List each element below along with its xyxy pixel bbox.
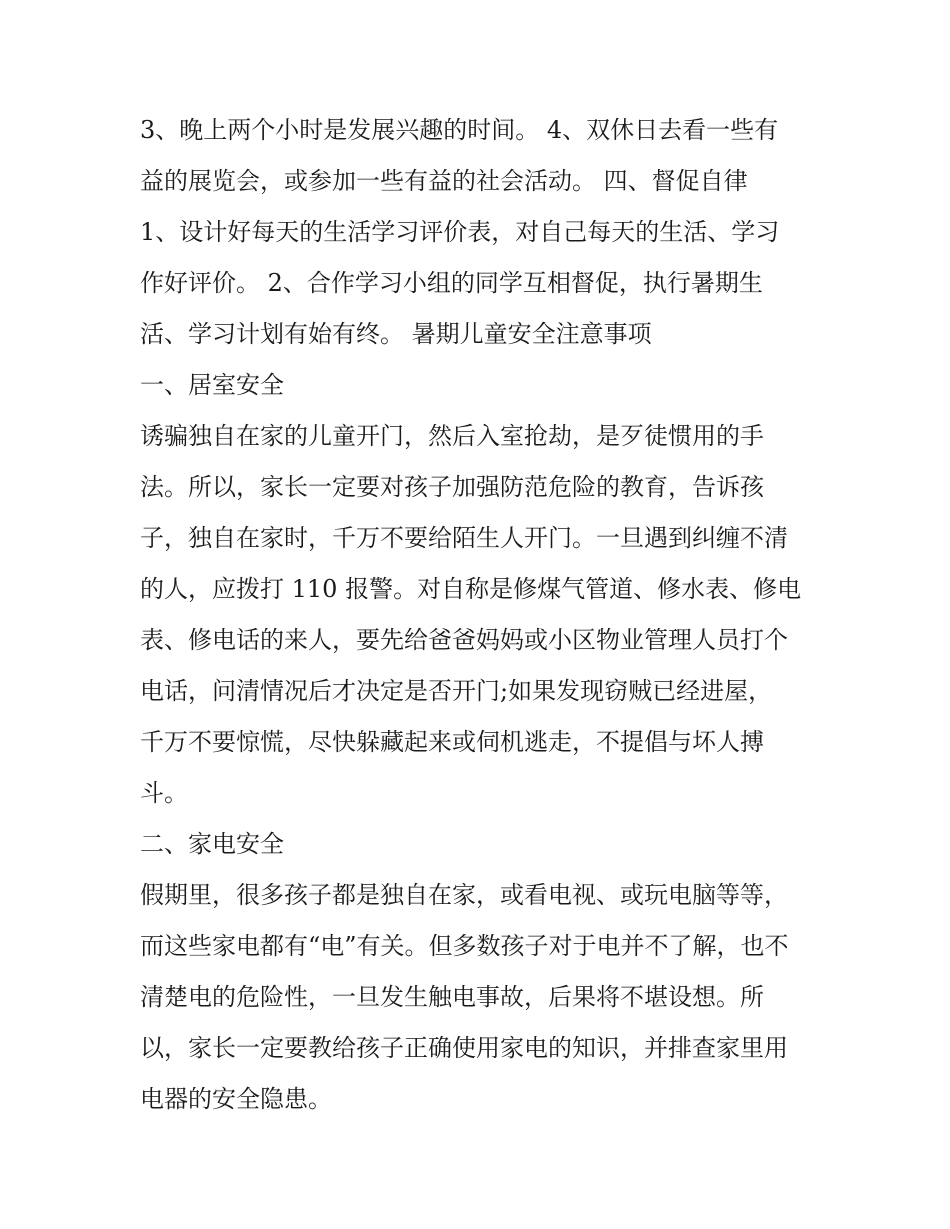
text-line-17: 而这些家电都有“电”有关。但多数孩子对于电并不了解，也不 bbox=[140, 932, 789, 960]
text-line-5: 活、学习计划有始有终。 暑期儿童安全注意事项 bbox=[140, 320, 652, 348]
text-line-14: 斗。 bbox=[140, 779, 188, 807]
section-heading-home-safety: 一、居室安全 bbox=[140, 371, 284, 399]
text-line-4: 作好评价。 2、合作学习小组的同学互相督促，执行暑期生 bbox=[140, 269, 763, 297]
text-line-12: 电话，问清情况后才决定是否开门;如果发现窃贼已经进屋， bbox=[140, 677, 773, 705]
document-body bbox=[140, 105, 840, 1125]
text-line-1: 3、晚上两个小时是发展兴趣的时间。 4、双休日去看一些有 bbox=[140, 116, 779, 144]
text-line-10: 的人，应拨打 110 报警。对自称是修煤气管道、修水表、修电 bbox=[140, 575, 802, 603]
text-line-7: 诱骗独自在家的儿童开门，然后入室抢劫，是歹徒惯用的手 bbox=[140, 422, 764, 450]
text-line-8: 法。所以，家长一定要对孩子加强防范危险的教育，告诉孩 bbox=[140, 473, 764, 501]
text-line-20: 电器的安全隐患。 bbox=[140, 1085, 332, 1113]
text-line-3: 1、设计好每天的生活学习评价表，对自己每天的生活、学习 bbox=[140, 218, 780, 246]
text-line-13: 千万不要惊慌，尽快躲藏起来或伺机逃走，不提倡与坏人搏 bbox=[140, 728, 764, 756]
text-line-19: 以，家长一定要教给孩子正确使用家电的知识，并排查家里用 bbox=[140, 1034, 788, 1062]
text-line-16: 假期里，很多孩子都是独自在家，或看电视、或玩电脑等等， bbox=[140, 881, 788, 909]
text-line-18: 清楚电的危险性，一旦发生触电事故，后果将不堪设想。所 bbox=[140, 983, 764, 1011]
text-line-11: 表、修电话的来人，要先给爸爸妈妈或小区物业管理人员打个 bbox=[140, 626, 788, 654]
text-line-9: 子，独自在家时，千万不要给陌生人开门。一旦遇到纠缠不清 bbox=[140, 524, 788, 552]
section-heading-appliance-safety: 二、家电安全 bbox=[140, 830, 284, 858]
text-line-2: 益的展览会，或参加一些有益的社会活动。 四、督促自律 bbox=[140, 167, 748, 195]
